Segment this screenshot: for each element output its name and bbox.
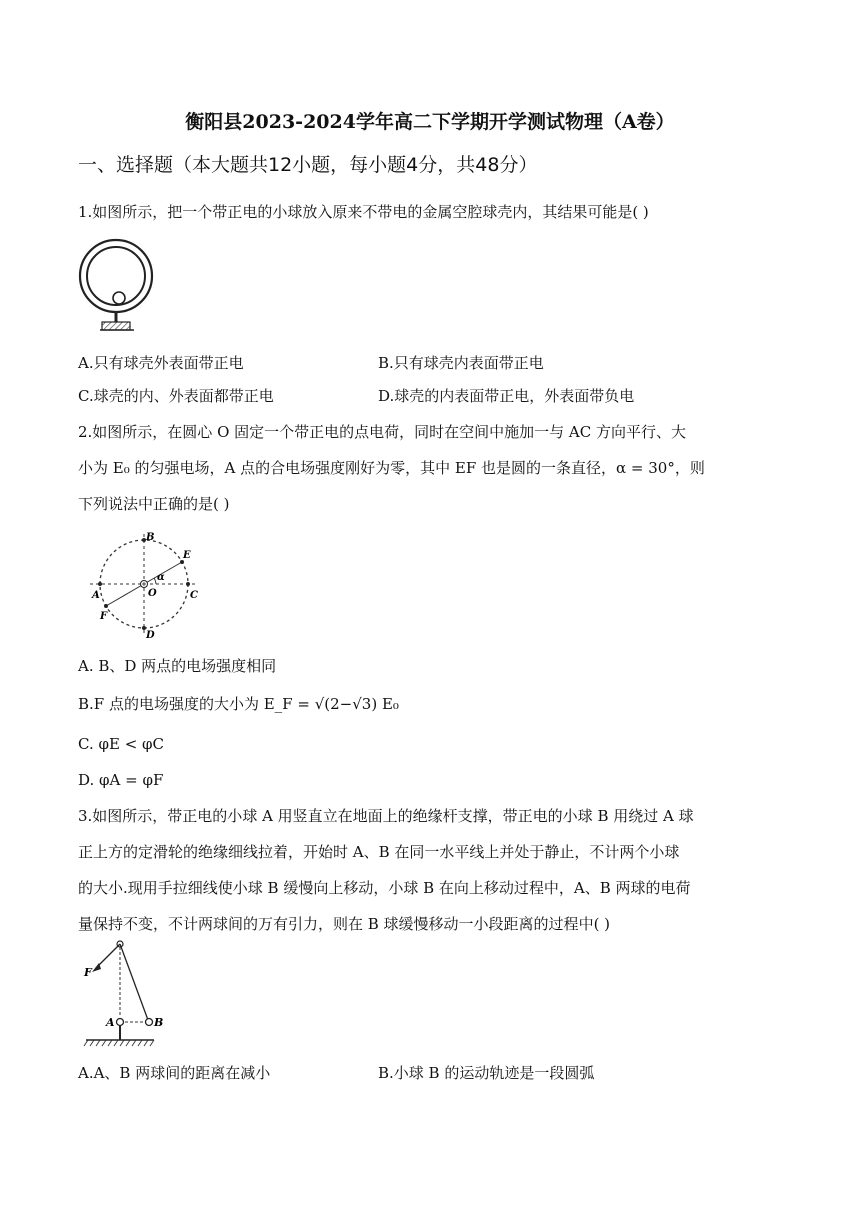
q1-figure-metal-shell [78,236,158,340]
label-alpha: α [157,572,165,583]
thread-to-b [120,944,148,1020]
page-title: 衡阳县2023-2024学年高二下学期开学测试物理（A卷） [185,111,675,133]
label-d: D [146,630,155,641]
stand-base [102,322,130,330]
label-o: O [148,588,157,599]
q2-stem-line2: 小为 E₀ 的匀强电场，A 点的合电场强度刚好为零，其中 EF 也是圆的一条直径，α = 30°，则 [78,459,705,477]
ball-a [117,1019,124,1026]
charged-ball [113,292,125,304]
q3-figure-pulley [80,938,180,1050]
q2-option-d: D. φA = φF [78,771,164,789]
q1-option-d: D.球壳的内表面带正电，外表面带负电 [378,387,635,405]
label-a: A [106,1016,115,1029]
q2-option-c: C. φE < φC [78,735,165,753]
label-f: F [84,966,92,979]
label-e: E [183,550,191,561]
q3-option-b: B.小球 B 的运动轨迹是一段圆弧 [378,1064,595,1082]
q1-stem: 1.如图所示，把一个带正电的小球放入原来不带电的金属空腔球壳内，其结果可能是( ) [78,203,649,221]
q3-stem-line4: 量保持不变，不计两球间的万有引力，则在 B 球缓慢移动一小段距离的过程中( ) [78,915,611,933]
q3-stem-line3: 的大小.现用手拉细线使小球 B 缓慢向上移动，小球 B 在向上移动过程中，A、B 两球的电荷 [78,879,691,897]
pull-thread [96,944,120,968]
q2-figure-circle-field [86,528,206,642]
label-b: B [154,1016,164,1029]
q2-option-b: B.F 点的电场强度的大小为 E_F = √(2−√3) E₀ [78,695,399,713]
q2-stem-line1: 2.如图所示，在圆心 O 固定一个带正电的点电荷，同时在空间中施加一与 AC 方向平行、大 [78,423,686,441]
q3-stem-line1: 3.如图所示，带正电的小球 A 用竖直立在地面上的绝缘杆支撑，带正电的小球 B 用绕过 A 球 [78,807,694,825]
label-b: B [146,532,155,543]
label-a: A [92,590,100,601]
q3-stem-line2: 正上方的定滑轮的绝缘细线拉着，开始时 A、B 在同一水平线上并处于静止，不计两个小球 [78,843,680,861]
q3-option-a: A.A、B 两球间的距离在减小 [78,1064,271,1082]
q1-option-b: B.只有球壳内表面带正电 [378,354,544,372]
ball-b [146,1019,153,1026]
q2-stem-line3: 下列说法中正确的是( ) [78,495,230,513]
q1-option-a: A.只有球壳外表面带正电 [78,354,244,372]
q2-option-a: A. B、D 两点的电场强度相同 [78,657,277,675]
label-f: F [100,611,108,622]
section-heading: 一、选择题（本大题共12小题，每小题4分，共48分） [78,154,538,176]
label-c: C [190,590,198,601]
q1-option-c: C.球壳的内、外表面都带正电 [78,387,274,405]
